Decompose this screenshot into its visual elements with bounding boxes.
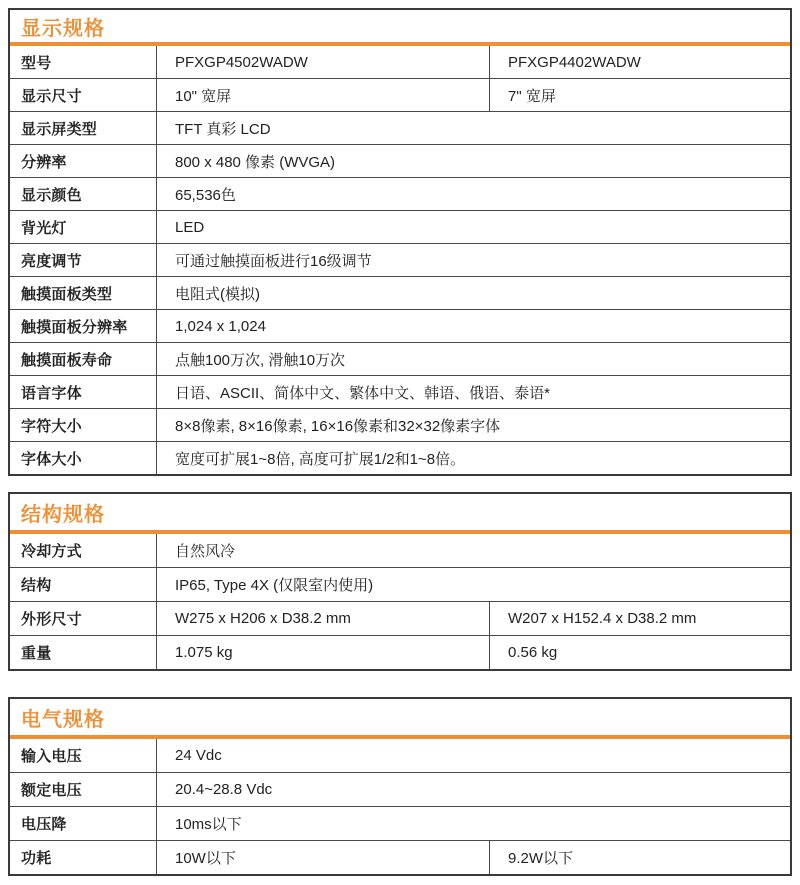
spec-label: 触摸面板分辨率 bbox=[10, 310, 157, 342]
spec-row bbox=[10, 177, 790, 210]
display-specs-title: 显示规格 bbox=[21, 17, 105, 40]
spec-label: 显示屏类型 bbox=[10, 112, 157, 144]
spec-row bbox=[10, 78, 790, 111]
spec-label: 型号 bbox=[10, 46, 157, 78]
spec-value: 点触100万次, 滑触10万次 bbox=[175, 351, 346, 369]
spec-value: TFT 真彩 LCD bbox=[175, 120, 271, 138]
spec-label: 字符大小 bbox=[10, 409, 157, 441]
spec-row bbox=[10, 243, 790, 276]
display-specs-rows bbox=[10, 46, 790, 474]
spec-label: 输入电压 bbox=[10, 739, 157, 772]
spec-row bbox=[10, 772, 790, 806]
spec-row bbox=[10, 111, 790, 144]
spec-value: IP65, Type 4X (仅限室内使用) bbox=[175, 577, 374, 594]
spec-value: W275 x H206 x D38.2 mm bbox=[157, 602, 490, 635]
spec-label: 电压降 bbox=[10, 807, 157, 840]
spec-value: 10" 宽屏 bbox=[157, 79, 490, 111]
spec-label: 分辨率 bbox=[10, 145, 157, 177]
spec-label: 额定电压 bbox=[10, 773, 157, 806]
spec-label: 触摸面板类型 bbox=[10, 277, 157, 309]
spec-value: 24 Vdc bbox=[175, 747, 222, 764]
spec-label: 触摸面板寿命 bbox=[10, 343, 157, 375]
spec-label: 亮度调节 bbox=[10, 244, 157, 276]
spec-value: 65,536色 bbox=[175, 186, 236, 204]
spec-label: 字体大小 bbox=[10, 442, 157, 474]
spec-value: 宽度可扩展1~8倍, 高度可扩展1/2和1~8倍。 bbox=[175, 450, 466, 468]
structure-specs-title: 结构规格 bbox=[21, 503, 105, 526]
spec-row bbox=[10, 567, 790, 601]
spec-row bbox=[10, 441, 790, 474]
spec-value: 自然风冷 bbox=[175, 543, 236, 560]
spec-value: PFXGP4402WADW bbox=[508, 53, 641, 71]
spec-label: 外形尺寸 bbox=[10, 602, 157, 635]
spec-label: 冷却方式 bbox=[10, 534, 157, 567]
spec-row bbox=[10, 739, 790, 772]
spec-row bbox=[10, 408, 790, 441]
spec-row bbox=[10, 375, 790, 408]
spec-value: 1,024 x 1,024 bbox=[175, 317, 266, 335]
electrical-specs-title: 电气规格 bbox=[21, 708, 105, 731]
spec-value: 10ms以下 bbox=[175, 816, 242, 833]
structure-specs-table bbox=[8, 492, 792, 671]
spec-value: 0.56 kg bbox=[508, 644, 558, 661]
structure-specs-title-row bbox=[10, 494, 790, 530]
spec-label: 功耗 bbox=[10, 841, 157, 874]
spec-value: LED bbox=[175, 218, 205, 236]
spec-row bbox=[10, 276, 790, 309]
spec-value: 9.2W以下 bbox=[508, 850, 574, 867]
spec-value: 10W以下 bbox=[157, 841, 490, 874]
spec-row bbox=[10, 840, 790, 874]
spec-value: W207 x H152.4 x D38.2 mm bbox=[508, 610, 697, 627]
spec-value: 800 x 480 像素 (WVGA) bbox=[175, 153, 336, 171]
spec-row bbox=[10, 210, 790, 243]
spec-value: 20.4~28.8 Vdc bbox=[175, 781, 273, 798]
spec-label: 显示颜色 bbox=[10, 178, 157, 210]
spec-label: 语言字体 bbox=[10, 376, 157, 408]
spec-row bbox=[10, 46, 790, 78]
spec-value: PFXGP4502WADW bbox=[157, 46, 490, 78]
spec-row bbox=[10, 144, 790, 177]
spec-row bbox=[10, 342, 790, 375]
spec-value: 8×8像素, 8×16像素, 16×16像素和32×32像素字体 bbox=[175, 417, 501, 435]
spec-label: 结构 bbox=[10, 568, 157, 601]
spec-label: 显示尺寸 bbox=[10, 79, 157, 111]
spec-row bbox=[10, 806, 790, 840]
spec-row bbox=[10, 635, 790, 669]
display-specs-table bbox=[8, 8, 792, 476]
electrical-specs-table bbox=[8, 697, 792, 876]
spec-label: 背光灯 bbox=[10, 211, 157, 243]
spec-row bbox=[10, 601, 790, 635]
spec-value: 日语、ASCII、简体中文、繁体中文、韩语、俄语、泰语* bbox=[175, 384, 551, 402]
display-specs-title-row bbox=[10, 10, 790, 42]
spec-value: 1.075 kg bbox=[157, 636, 490, 669]
spec-label: 重量 bbox=[10, 636, 157, 669]
electrical-specs-rows bbox=[10, 739, 790, 874]
spec-value: 可通过触摸面板进行16级调节 bbox=[175, 252, 372, 270]
spec-value: 电阻式(模拟) bbox=[175, 285, 260, 303]
structure-specs-rows bbox=[10, 534, 790, 669]
spec-row bbox=[10, 309, 790, 342]
spec-value: 7" 宽屏 bbox=[508, 87, 556, 105]
spec-row bbox=[10, 534, 790, 567]
electrical-specs-title-row bbox=[10, 699, 790, 735]
